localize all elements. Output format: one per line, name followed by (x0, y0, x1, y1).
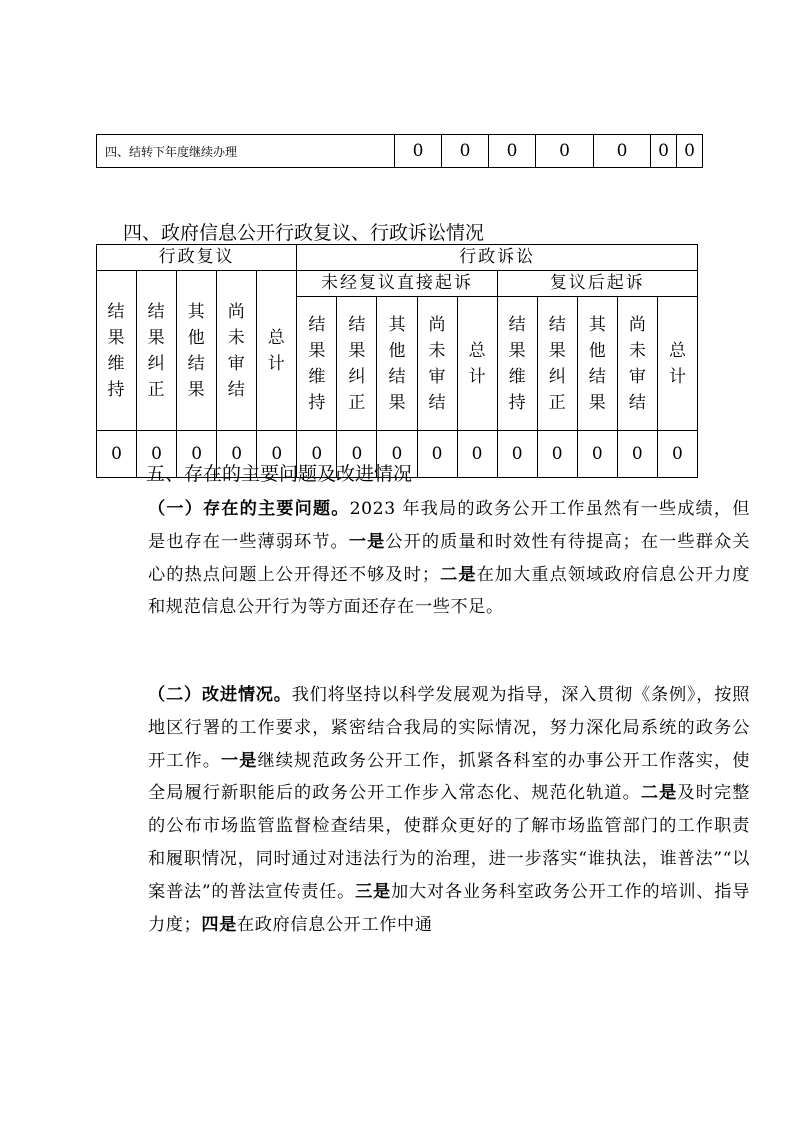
cell-value: 0 (677, 135, 703, 168)
cell-value: 0 (377, 431, 417, 478)
section-heading: 四、政府信息公开行政复议、行政诉讼情况 (123, 222, 485, 244)
paragraph-problems (96, 493, 750, 624)
col-header: 尚未审结 (417, 297, 457, 431)
col-header: 总计 (257, 271, 297, 431)
col-header: 结果纠正 (337, 297, 377, 431)
cell-value: 0 (536, 135, 594, 168)
review-litigation-table (96, 244, 698, 478)
cell-value: 0 (395, 135, 442, 168)
paragraph-lead: （二）改进情况。 (148, 685, 292, 705)
cell-value: 0 (137, 431, 177, 478)
cell-value: 0 (417, 431, 457, 478)
paragraph-text: 继续规范政务公开工作，抓紧各科室的办事公开工作落实，使全局履行新职能后的政务公开工作步入常态化、规范化轨道。 (148, 750, 750, 804)
col-header: 结果维持 (297, 297, 337, 431)
keyword: 二是 (439, 564, 477, 585)
cell-value: 0 (442, 135, 489, 168)
table-header-row (97, 245, 698, 271)
cell-value: 0 (594, 135, 651, 168)
paragraph-lead: （一）存在的主要问题。 (148, 499, 350, 519)
paragraph-text: 加大对各业务科室政务公开工作的培训、指导力度； (148, 881, 750, 935)
col-header: 其他结果 (577, 297, 617, 431)
cell-value: 0 (577, 431, 617, 478)
cell-value: 0 (97, 431, 137, 478)
paragraph-improvements (96, 679, 750, 941)
cell-value: 0 (457, 431, 497, 478)
header-direct-suit: 未经复议直接起诉 (297, 271, 497, 297)
paragraph-text: 2023 年我局的政务公开工作虽然有一些成绩，但是也存在一些薄弱环节。 (148, 499, 750, 552)
cell-value: 0 (177, 431, 217, 478)
section-heading: 五、存在的主要问题及改进情况 (146, 463, 413, 485)
cell-value: 0 (617, 431, 657, 478)
table-row (97, 135, 703, 168)
header-after-review: 复议后起诉 (497, 271, 697, 297)
col-header: 结果纠正 (537, 297, 577, 431)
keyword: 四是 (201, 914, 237, 935)
header-litigation: 行政诉讼 (297, 245, 698, 271)
cell-value: 0 (217, 431, 257, 478)
cell-value: 0 (497, 431, 537, 478)
cell-value: 0 (489, 135, 536, 168)
paragraph-text: 我们将坚持以科学发展观为指导，深入贯彻《条例》，按照地区行署的工作要求，紧密结合我局的实际情况，努力深化局系统的政务公开工作。 (148, 685, 750, 771)
col-header: 总计 (657, 297, 697, 431)
keyword: 一是 (221, 750, 258, 771)
paragraph-text: 公开的质量和时效性有待提高；在一些群众关心的热点问题上公开得还不够及时； (148, 531, 750, 585)
paragraph-text: 在政府信息公开工作中通 (236, 914, 433, 935)
col-header: 其他结果 (377, 297, 417, 431)
cell-value: 0 (657, 431, 697, 478)
keyword: 二是 (640, 783, 678, 804)
row-label: 四、结转下年度继续办理 (97, 135, 395, 168)
cell-value: 0 (651, 135, 677, 168)
col-header: 结果维持 (97, 271, 137, 431)
cell-value: 0 (537, 431, 577, 478)
header-review: 行政复议 (97, 245, 297, 271)
keyword: 一是 (348, 531, 386, 552)
col-header: 结果维持 (497, 297, 537, 431)
carry-over-table (96, 134, 703, 168)
col-header: 尚未审结 (617, 297, 657, 431)
cell-value: 0 (257, 431, 297, 478)
col-header: 其他结果 (177, 271, 217, 431)
col-header: 尚未审结 (217, 271, 257, 431)
paragraph-text: 及时完整的公布市场监管监督检查结果，使群众更好的了解市场监管部门的工作职责和履职情况，同时通过对违法行为的治理，进一步落实“谁执法，谁普法”“以案普法”的普法宣传责任。 (148, 783, 750, 902)
col-header: 总计 (457, 297, 497, 431)
cell-value: 0 (337, 431, 377, 478)
table-header-row (97, 271, 698, 297)
keyword: 三是 (355, 881, 392, 902)
paragraph-text: 在加大重点领域政府信息公开力度和规范信息公开行为等方面还存在一些不足。 (148, 564, 750, 618)
cell-value: 0 (297, 431, 337, 478)
col-header: 结果纠正 (137, 271, 177, 431)
